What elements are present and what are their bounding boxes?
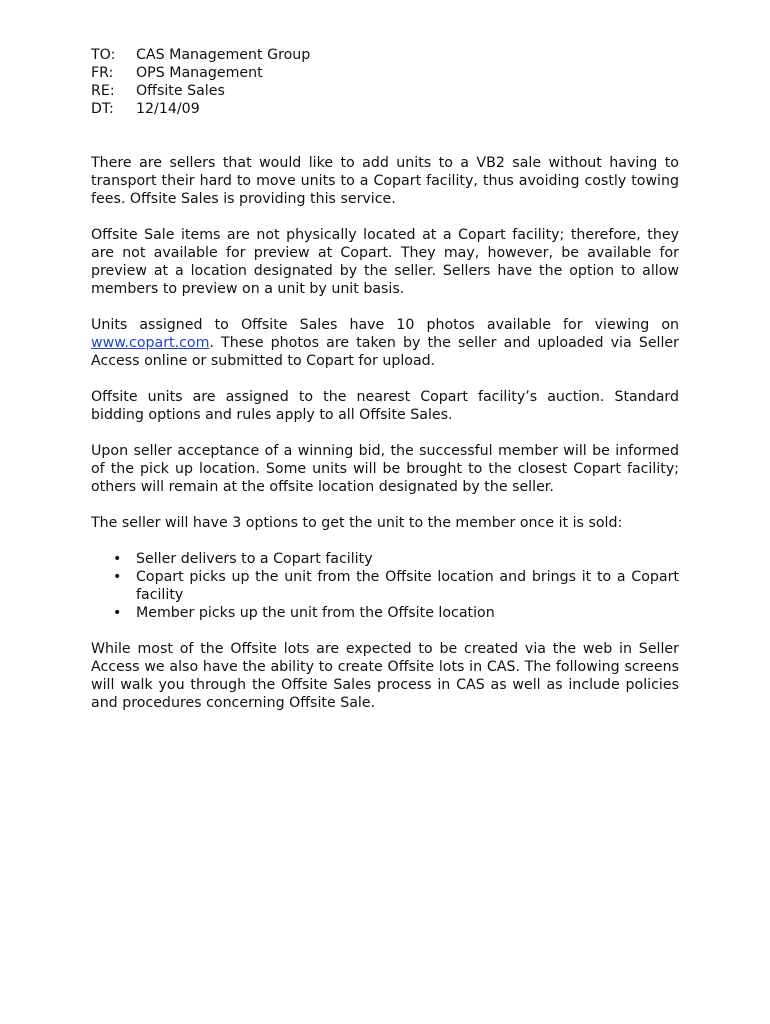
paragraph-photos-after: . These photos are taken by the seller and uploaded via Seller Access online or submitted to Copart for upload. [91, 335, 679, 369]
paragraph-photos-before: Units assigned to Offsite Sales have 10 photos available for viewing on [91, 317, 679, 333]
memo-to-row [91, 46, 679, 64]
paragraph-pickup: Upon seller acceptance of a winning bid, the successful member will be informed of the pick up location. Some units will be brought to the closest Copart facility; others will remain at the offsite location designated by the seller. [91, 443, 679, 495]
paragraph-photos [91, 316, 679, 370]
memo-to-value: CAS Management Group [136, 47, 311, 63]
memo-from-label: FR: [91, 65, 114, 81]
list-item [91, 550, 679, 568]
copart-website-link[interactable]: www.copart.com [91, 335, 210, 351]
paragraph-options-intro: The seller will have 3 options to get the unit to the member once it is sold: [91, 515, 623, 531]
paragraph-intro: There are sellers that would like to add units to a VB2 sale without having to transport their hard to move units to a Copart facility, thus avoiding costly towing fees. Offsite Sales is providing this service. [91, 155, 679, 207]
paragraph-cas: While most of the Offsite lots are expected to be created via the web in Seller Access we also have the ability to create Offsite lots in CAS. The following screens will walk you through the Offsite Sales process in CAS as well as include policies and procedures concerning Offsite Sale. [91, 641, 679, 711]
paragraph-auction: Offsite units are assigned to the nearest Copart facility’s auction. Standard bidding options and rules apply to all Offsite Sales. [91, 389, 679, 423]
memo-date-label: DT: [91, 101, 114, 117]
memo-re-label: RE: [91, 83, 115, 99]
bullet-icon: • [113, 551, 122, 567]
memo-header [91, 46, 679, 118]
memo-document [91, 46, 679, 730]
memo-re-value: Offsite Sales [136, 83, 225, 99]
memo-date-value: 12/14/09 [136, 101, 200, 117]
bullet-icon: • [113, 605, 122, 621]
memo-from-row [91, 64, 679, 82]
memo-to-label: TO: [91, 47, 116, 63]
option-text: Seller delivers to a Copart facility [136, 551, 373, 567]
list-item [91, 604, 679, 622]
options-list [91, 550, 679, 622]
option-text: Member picks up the unit from the Offsite location [136, 605, 495, 621]
paragraph-preview: Offsite Sale items are not physically located at a Copart facility; therefore, they are not available for preview at Copart. They may, however, be available for preview at a location designated by the seller. Sellers have the option to allow members to preview on a unit by unit basis. [91, 227, 679, 297]
list-item [91, 568, 679, 604]
bullet-icon: • [113, 569, 122, 585]
memo-from-value: OPS Management [136, 65, 263, 81]
memo-re-row [91, 82, 679, 100]
memo-date-row [91, 100, 679, 118]
option-text: Copart picks up the unit from the Offsite location and brings it to a Copart facility [136, 569, 679, 603]
